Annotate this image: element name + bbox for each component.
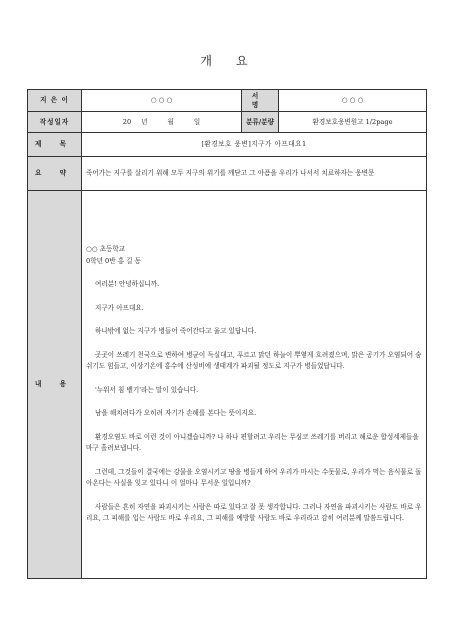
row-date: [28, 112, 427, 133]
summary-form-table: [27, 89, 427, 579]
subject-label: 제 목: [28, 133, 82, 157]
document-title-first: 개: [200, 54, 214, 68]
paragraph-3: 하나밖에 없는 지구가 병들어 죽어간다고 울고 있답니다.: [95, 327, 257, 336]
date-day-unit: 일: [193, 117, 201, 126]
date-value: [82, 112, 242, 133]
document-title: [0, 52, 450, 69]
signature-label: 서 명: [242, 90, 279, 112]
school-line: ○○ 초등학교: [86, 245, 126, 254]
author-value: ○ ○ ○: [82, 90, 242, 112]
date-month-unit: 월: [167, 117, 174, 126]
row-summary: [28, 157, 427, 191]
signature-value: ○ ○ ○: [279, 90, 427, 112]
document-title-second: 요: [236, 54, 250, 68]
paragraph-5: '누워서 침 뱉기'라는 말이 있습니다.: [95, 385, 199, 394]
category-value: 환경보호웅변원고 1/2page: [279, 112, 427, 133]
subject-value: [환경보호 웅변]지구가 아프대요1: [82, 133, 427, 157]
summary-value: 죽어가는 지구를 살리기 위해 모두 지구의 위기를 깨닫고 그 아픔을 우리가 나서서 치료하자는 웅변문: [82, 157, 427, 191]
category-label: 분류/분량: [242, 112, 279, 133]
author-label: 지 은 이: [28, 90, 82, 112]
date-year: 20: [122, 117, 132, 126]
row-subject: [28, 133, 427, 157]
paragraph-9: 사람들은 흔히 자연을 파괴시키는 사람은 따로 있다고 잘 못 생각합니다. 그러나 자연을 파괴시키는 사람도 바로 우리요, 그 피해를 입는 사람도 바로 우리요, 그 피해를 예방할 사람도 바로 우리라고 감히 여러분께 말씀드립니다.: [86, 502, 422, 523]
paragraph-1: 여러분! 안녕하십니까.: [95, 280, 160, 289]
paragraph-7: 환경오염도 바로 이런 것이 아니겠습니까? 나 하나 편할려고 우리는 무심코 쓰레기를 버리고 해로운 합성세제들을 마구 흘려보냅니다.: [86, 432, 419, 453]
summary-label: 요 약: [28, 157, 82, 191]
paragraph-8: 그런데, 그것들이 결국에는 강물을 오염시키고 땅을 병들게 하여 우리가 마시는 수돗물로, 우리가 먹는 음식물로 돌아온다는 사실을 잊고 있다니 이 얼마나 무서운 일입니까?: [86, 467, 422, 488]
content-label: 내 용: [28, 191, 82, 579]
paragraph-6: 남을 해치려다가 오히려 자기가 손해를 본다는 뜻이지요.: [95, 409, 257, 418]
paragraph-4: 곳곳이 쓰레기 천국으로 변하여 병균이 득실대고, 푸르고 맑던 하늘이 뿌옇게 흐려졌으며, 맑은 공기가 오염되어 숨쉬기도 힘들고, 이상기온에 홍수에 산성비에 생태계가 파괴될 정도로 지구가 병들었답니다.: [86, 350, 422, 371]
date-year-unit: 년: [141, 117, 148, 126]
date-label: 작성일자: [28, 112, 82, 133]
paragraph-2: 지구가 아프대요.: [95, 303, 144, 312]
row-content: [28, 191, 427, 579]
row-author: [28, 90, 427, 112]
student-line: 0학년 0반 홍 길 동: [86, 256, 141, 265]
content-body: [82, 191, 427, 579]
